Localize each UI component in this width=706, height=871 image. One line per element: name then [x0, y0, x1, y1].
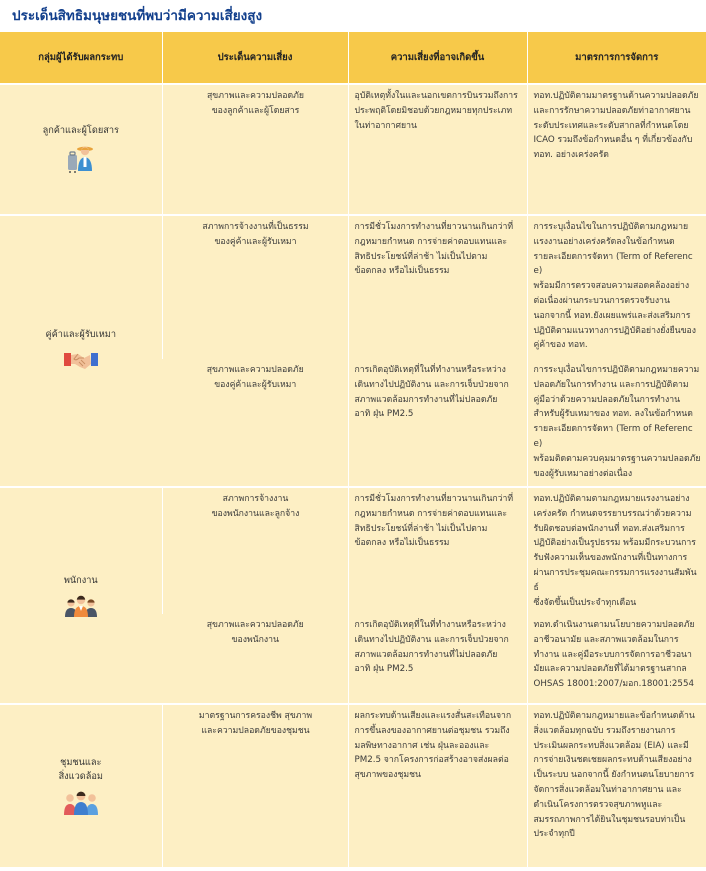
risk-cell: สุขภาพและความปลอดภัย ของลูกค้าและผู้โดยสาร [162, 84, 348, 215]
community-icon [63, 788, 99, 816]
risk-cell: มาตรฐานการครองชีพ สุขภาพ และความปลอดภัยของชุมชน [162, 704, 348, 867]
group-name: พนักงาน [63, 574, 98, 586]
measure-cell: ทอท.ปฏิบัติตามตามกฎหมายแรงงานอย่าง เคร่งครัด กำหนดจรรยาบรรณว่าด้วยความ รับผิดชอบต่อพนักงานที่ ทอท.ส่งเสริมการ ปฏิบัติอย่างเป็นรูปธรรม พร้อมมีกระบวนการ รับฟังความเห็นของพนักงานที่เป็นทางการ ผ่านการประชุมคณะกรรมการแรงงานสัมพันธ์ ซึ่งจัดขึ้นเป็นประจำทุกเดือน [527, 487, 706, 614]
table-row [0, 84, 706, 215]
group-cell-suppliers [0, 215, 162, 487]
group-cell-customers [0, 84, 162, 215]
impact-cell: การมีชั่วโมงการทำงานที่ยาวนานเกินกว่าที่ กฎหมายกำหนด การจ่ายค่าตอบแทนและ สิทธิประโยชน์ที่ล่าช้า ไม่เป็นไปตาม ข้อตกลง หรือไม่เป็นธรรม [348, 215, 527, 359]
group-name: ชุมชนและ สิ่งแวดล้อม [58, 757, 103, 782]
measure-cell: การระบุเงื่อนไขในการปฏิบัติตามกฎหมาย แรงงานอย่างเคร่งครัดลงในข้อกำหนด รายละเอียดการจัดหา (Term of Reference) พร้อมมีการตรวจสอบความสอดคล้องอย่าง ต่อเนื่องผ่านกระบวนการตรวจรับงาน นอกจากนี้ ทอท.ยังเผยแพร่และส่งเสริมการ ปฏิบัติตามแนวทางการปฏิบัติอย่างยั่งยืนของ คู่ค้าของ ทอท. [527, 215, 706, 359]
header-group: กลุ่มผู้ได้รับผลกระทบ [0, 32, 162, 84]
impact-cell: การเกิดอุบัติเหตุที่ในที่ทำงานหรือระหว่าง เดินทางไปปฏิบัติงาน และการเจ็บป่วยจาก สภาพแวดล้อมการทำงานที่ไม่ปลอดภัย อาทิ ฝุ่น PM2.5 [348, 359, 527, 487]
impact-cell: การมีชั่วโมงการทำงานที่ยาวนานเกินกว่าที่ กฎหมายกำหนด การจ่ายค่าตอบแทนและ สิทธิประโยชน์ที่ล่าช้า ไม่เป็นไปตาม ข้อตกลง หรือไม่เป็นธรรม [348, 487, 527, 614]
human-rights-risk-table [0, 32, 706, 867]
employees-icon [63, 592, 99, 618]
table-header-row [0, 32, 706, 84]
header-impact: ความเสี่ยงที่อาจเกิดขึ้น [348, 32, 527, 84]
impact-cell: ผลกระทบด้านเสียงและแรงสั่นสะเทือนจาก การขึ้นลงของอากาศยานต่อชุมชน รวมถึง มลพิษทางอากาศ เช่น ฝุ่นละอองและ PM2.5 จากโครงการก่อสร้างอาจส่งผลต่อ สุขภาพของชุมชน [348, 704, 527, 867]
measure-cell: การระบุเงื่อนไขการปฏิบัติตามกฎหมายความ ปลอดภัยในการทำงาน และการปฏิบัติตาม คู่มือว่าด้วยความปลอดภัยในการทำงาน สำหรับผู้รับเหมาของ ทอท. ลงในข้อกำหนด รายละเอียดการจัดหา (Term of Reference) พร้อมติดตามควบคุมมาตรฐานความปลอดภัย ของผู้รับเหมาอย่างต่อเนื่อง [527, 359, 706, 487]
risk-cell: สุขภาพและความปลอดภัย ของพนักงาน [162, 614, 348, 704]
page-title: ประเด็นสิทธิมนุษยชนที่พบว่ามีความเสี่ยงสูง [12, 8, 263, 24]
risk-cell: สุขภาพและความปลอดภัย ของคู่ค้าและผู้รับเหมา [162, 359, 348, 487]
risk-cell: สภาพการจ้างงาน ของพนักงานและลูกจ้าง [162, 487, 348, 614]
header-risk: ประเด็นความเสี่ยง [162, 32, 348, 84]
measure-cell: ทอท.ปฏิบัติตามกฎหมายและข้อกำหนดด้าน สิ่งแวดล้อมทุกฉบับ รวมถึงรายงานการ ประเมินผลกระทบสิ่งแวดล้อม (EIA) และมี การจ่ายเงินชดเชยผลกระทบด้านเสียงอย่าง เป็นระบบ นอกจากนี้ ยังกำหนดนโยบายการ จัดการสิ่งแวดล้อมในท่าอากาศยาน และ ดำเนินโครงการตรวจสุขภาพหูและ สมรรถภาพการได้ยินในชุมชนรอบท่าเป็น ประจำทุกปี [527, 704, 706, 867]
group-name: ลูกค้าและผู้โดยสาร [42, 124, 119, 136]
impact-cell: การเกิดอุบัติเหตุที่ในที่ทำงานหรือระหว่าง เดินทางไปปฏิบัติงาน และการเจ็บป่วยจาก สภาพแวดล้อมการทำงานที่ไม่ปลอดภัย อาทิ ฝุ่น PM2.5 [348, 614, 527, 704]
handshake-icon [63, 346, 99, 374]
header-measure: มาตรการการจัดการ [527, 32, 706, 84]
impact-cell: อุบัติเหตุทั้งในและนอกเขตการบินรวมถึงการ ประพฤติโดยมิชอบด้วยกฎหมายทุกประเภท ในท่าอากาศยาน [348, 84, 527, 215]
table-row [0, 487, 706, 614]
measure-cell: ทอท.ดำเนินงานตามนโยบายความปลอดภัย อาชีวอนามัย และสภาพแวดล้อมในการ ทำงาน และคู่มือระบบการจัดการอาชีวอนา มัยและความปลอดภัยที่ได้มาตรฐานสากล OHSAS 18001:2007/มอก.18001:2554 [527, 614, 706, 704]
group-cell-community [0, 704, 162, 867]
group-name: คู่ค้าและผู้รับเหมา [45, 329, 116, 340]
group-cell-employees [0, 487, 162, 704]
risk-cell: สภาพการจ้างงานที่เป็นธรรม ของคู่ค้าและผู้รับเหมา [162, 215, 348, 359]
measure-cell: ทอท.ปฏิบัติตามมาตรฐานด้านความปลอดภัย และการรักษาความปลอดภัยท่าอากาศยาน ระดับประเทศและระดับสากลที่กำหนดโดย ICAO รวมถึงข้อกำหนดอื่น ๆ ที่เกี่ยวข้องกับ ทอท. อย่างเคร่งครัด [527, 84, 706, 215]
table-row [0, 215, 706, 359]
traveler-icon [64, 142, 98, 176]
table-row [0, 704, 706, 867]
